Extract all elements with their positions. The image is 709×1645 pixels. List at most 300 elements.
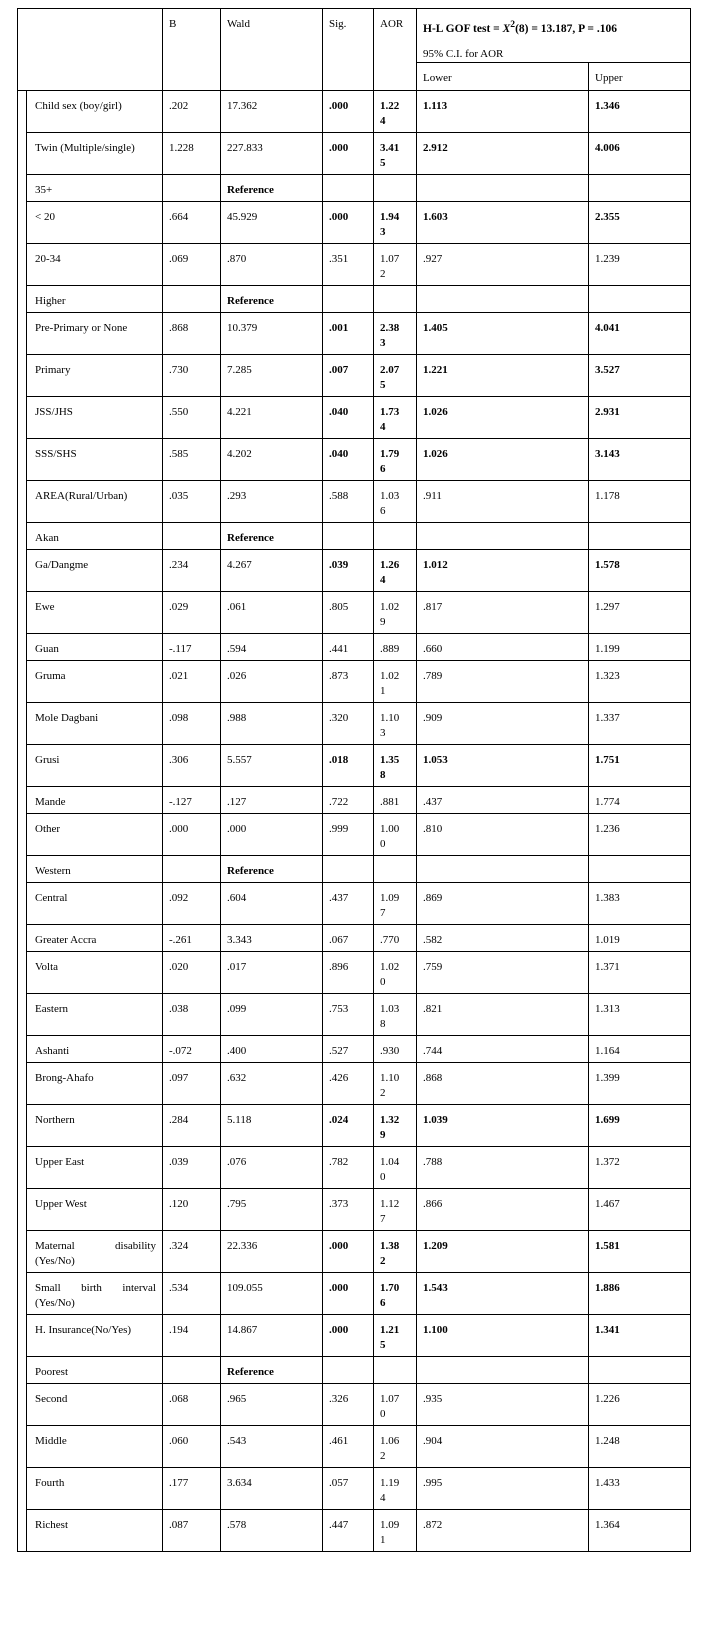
b-cell-text: -.117 <box>169 642 192 655</box>
aor-cell <box>374 90 417 132</box>
row-label-cell <box>27 243 163 285</box>
row-label-cell-text: Volta <box>35 960 59 973</box>
b-cell-text: .092 <box>169 891 189 904</box>
lower-cell <box>417 744 589 786</box>
aor-cell-text <box>374 286 416 294</box>
sig-cell-text: .373 <box>329 1197 349 1210</box>
sig-cell <box>323 1230 374 1272</box>
sig-cell-text: .588 <box>329 489 349 502</box>
wald-cell-text: .795 <box>227 1197 247 1210</box>
upper-cell-text: 4.041 <box>595 321 620 334</box>
header-blank-cell <box>18 9 163 91</box>
aor-cell <box>374 132 417 174</box>
b-cell-text: .097 <box>169 1071 189 1084</box>
row-label-cell-text: Grusi <box>35 753 60 766</box>
row-label-cell <box>27 354 163 396</box>
row-label-cell-text: Eastern <box>35 1002 68 1015</box>
sig-cell-text <box>323 175 373 183</box>
lower-cell <box>417 1509 589 1551</box>
col-header-lower: Lower <box>417 62 589 90</box>
b-cell-text: .087 <box>169 1518 189 1531</box>
b-cell <box>163 312 221 354</box>
lower-cell-text <box>417 1357 588 1365</box>
row-label-cell-text: Fourth <box>35 1476 65 1489</box>
lower-cell-text: 1.012 <box>423 558 448 571</box>
wald-cell <box>221 924 323 951</box>
row-label-cell-text: Small birth interval (Yes/No) <box>35 1281 156 1309</box>
table-row <box>18 1356 691 1383</box>
aor-cell-text: 2.07 5 <box>380 363 400 391</box>
upper-cell-text: 2.355 <box>595 210 620 223</box>
table-row <box>18 1104 691 1146</box>
lower-cell <box>417 1230 589 1272</box>
b-cell <box>163 1230 221 1272</box>
sig-cell <box>323 660 374 702</box>
row-label-cell-text: < 20 <box>35 210 55 223</box>
wald-cell <box>221 1467 323 1509</box>
sig-cell <box>323 1188 374 1230</box>
header-test-cell <box>417 9 691 63</box>
lower-cell-text: .582 <box>423 933 443 946</box>
row-label-cell <box>27 174 163 201</box>
lower-cell <box>417 312 589 354</box>
row-label-cell <box>27 132 163 174</box>
b-cell-text: -.261 <box>169 933 192 946</box>
lower-cell-text: 1.209 <box>423 1239 448 1252</box>
upper-cell-text: 1.578 <box>595 558 620 571</box>
wald-cell-text: .127 <box>227 795 247 808</box>
aor-cell <box>374 201 417 243</box>
lower-cell <box>417 1383 589 1425</box>
lower-cell <box>417 993 589 1035</box>
table-row <box>18 90 691 132</box>
wald-cell-text: .594 <box>227 642 247 655</box>
wald-cell-text: .000 <box>227 822 247 835</box>
aor-cell <box>374 1425 417 1467</box>
row-label-cell <box>27 549 163 591</box>
b-cell <box>163 201 221 243</box>
b-cell-text: .038 <box>169 1002 189 1015</box>
table-row <box>18 633 691 660</box>
b-cell-text: .039 <box>169 1155 189 1168</box>
row-label-cell <box>27 1188 163 1230</box>
sig-cell-text <box>323 856 373 864</box>
table-row <box>18 174 691 201</box>
upper-cell-text <box>589 286 690 294</box>
aor-cell <box>374 1272 417 1314</box>
wald-cell <box>221 1188 323 1230</box>
aor-cell <box>374 354 417 396</box>
wald-cell <box>221 1314 323 1356</box>
aor-cell <box>374 174 417 201</box>
aor-cell <box>374 1356 417 1383</box>
upper-cell <box>589 855 691 882</box>
sig-cell <box>323 1272 374 1314</box>
row-label-cell <box>27 1272 163 1314</box>
b-cell <box>163 855 221 882</box>
lower-cell-text: .660 <box>423 642 443 655</box>
col-header-wald: Wald <box>221 9 323 91</box>
lower-cell-text: .995 <box>423 1476 443 1489</box>
wald-cell-text: .604 <box>227 891 247 904</box>
b-cell <box>163 882 221 924</box>
sig-cell <box>323 243 374 285</box>
table-row <box>18 660 691 702</box>
wald-cell <box>221 480 323 522</box>
b-cell <box>163 993 221 1035</box>
wald-cell <box>221 1062 323 1104</box>
lower-cell-text: .759 <box>423 960 443 973</box>
table-row <box>18 1188 691 1230</box>
upper-cell <box>589 951 691 993</box>
upper-cell-text: 1.164 <box>595 1044 620 1057</box>
sig-cell <box>323 1467 374 1509</box>
sig-cell <box>323 312 374 354</box>
sig-cell <box>323 1425 374 1467</box>
b-cell <box>163 243 221 285</box>
aor-cell-text: 1.26 4 <box>380 558 400 586</box>
table-row <box>18 1062 691 1104</box>
aor-cell-text: 1.09 7 <box>380 891 400 919</box>
row-label-cell <box>27 1104 163 1146</box>
row-label-cell-text: Brong-Ahafo <box>35 1071 94 1084</box>
sig-cell-text <box>323 1357 373 1365</box>
wald-cell <box>221 882 323 924</box>
wald-cell <box>221 786 323 813</box>
lower-cell <box>417 1062 589 1104</box>
upper-cell <box>589 1104 691 1146</box>
lower-cell <box>417 882 589 924</box>
table-row <box>18 813 691 855</box>
sig-cell <box>323 1146 374 1188</box>
b-cell-text: .000 <box>169 822 189 835</box>
upper-cell-text: 1.383 <box>595 891 620 904</box>
upper-cell-text: 1.019 <box>595 933 620 946</box>
aor-cell-text: 1.10 2 <box>380 1071 400 1099</box>
wald-cell <box>221 132 323 174</box>
upper-cell <box>589 1062 691 1104</box>
upper-cell <box>589 1035 691 1062</box>
lower-cell <box>417 354 589 396</box>
b-cell <box>163 132 221 174</box>
wald-cell <box>221 1230 323 1272</box>
aor-cell-text: .930 <box>380 1044 400 1057</box>
aor-cell-text: 1.79 6 <box>380 447 400 475</box>
upper-cell-text: 1.699 <box>595 1113 620 1126</box>
row-label-cell <box>27 924 163 951</box>
upper-cell <box>589 660 691 702</box>
aor-cell <box>374 438 417 480</box>
aor-cell-text: 1.02 0 <box>380 960 400 988</box>
b-cell-text: .664 <box>169 210 189 223</box>
row-label-cell <box>27 660 163 702</box>
aor-cell <box>374 1314 417 1356</box>
row-label-cell-text: Second <box>35 1392 68 1405</box>
upper-cell-text <box>589 856 690 864</box>
upper-cell-text: 1.248 <box>595 1434 620 1447</box>
upper-cell-text: 1.341 <box>595 1323 620 1336</box>
row-label-cell-text: 35+ <box>35 183 53 196</box>
wald-cell <box>221 1356 323 1383</box>
wald-cell-text: 227.833 <box>227 141 263 154</box>
aor-cell <box>374 549 417 591</box>
upper-cell <box>589 1314 691 1356</box>
table-row <box>18 882 691 924</box>
wald-cell-text: .632 <box>227 1071 247 1084</box>
lower-cell <box>417 90 589 132</box>
row-label-cell <box>27 480 163 522</box>
upper-cell-text: 1.751 <box>595 753 620 766</box>
lower-cell <box>417 633 589 660</box>
b-cell <box>163 438 221 480</box>
b-cell <box>163 660 221 702</box>
b-cell-text <box>163 856 220 864</box>
b-cell <box>163 786 221 813</box>
row-label-cell <box>27 786 163 813</box>
b-cell-text: .534 <box>169 1281 189 1294</box>
row-label-cell-text: Gruma <box>35 669 66 682</box>
b-cell-text: .098 <box>169 711 189 724</box>
b-cell <box>163 354 221 396</box>
sig-cell-text: .320 <box>329 711 349 724</box>
wald-cell <box>221 354 323 396</box>
lower-cell-text: .935 <box>423 1392 443 1405</box>
sig-cell-text: .057 <box>329 1476 349 1489</box>
lower-cell <box>417 243 589 285</box>
wald-cell <box>221 1383 323 1425</box>
wald-cell-text: Reference <box>227 1365 274 1378</box>
lower-cell-text: .904 <box>423 1434 443 1447</box>
aor-cell <box>374 924 417 951</box>
table-row <box>18 522 691 549</box>
lower-cell <box>417 1425 589 1467</box>
sig-cell <box>323 1062 374 1104</box>
aor-cell-text: .881 <box>380 795 400 808</box>
sig-cell <box>323 201 374 243</box>
upper-cell-text: 1.467 <box>595 1197 620 1210</box>
aor-cell <box>374 882 417 924</box>
upper-cell-text: 1.364 <box>595 1518 620 1531</box>
wald-cell <box>221 243 323 285</box>
wald-cell <box>221 744 323 786</box>
row-label-cell <box>27 285 163 312</box>
upper-cell-text: 1.886 <box>595 1281 620 1294</box>
row-label-cell-text: Ga/Dangme <box>35 558 89 571</box>
upper-cell <box>589 480 691 522</box>
b-cell <box>163 522 221 549</box>
b-cell-text: .069 <box>169 252 189 265</box>
sig-cell-text: .000 <box>329 1239 349 1252</box>
row-label-cell-text: Child sex (boy/girl) <box>35 99 122 112</box>
wald-cell-text: .293 <box>227 489 247 502</box>
wald-cell <box>221 1104 323 1146</box>
lower-cell <box>417 522 589 549</box>
row-label-cell <box>27 813 163 855</box>
sig-cell <box>323 1356 374 1383</box>
wald-cell-text: .099 <box>227 1002 247 1015</box>
row-label-cell <box>27 438 163 480</box>
sig-cell-text: .437 <box>329 891 349 904</box>
col-header-upper: Upper <box>589 62 691 90</box>
aor-cell-text: 3.41 5 <box>380 141 400 169</box>
b-cell <box>163 1425 221 1467</box>
sig-cell-text: .001 <box>329 321 349 334</box>
col-header-sig: Sig. <box>323 9 374 91</box>
upper-cell <box>589 924 691 951</box>
b-cell <box>163 591 221 633</box>
row-label-cell-text: H. Insurance(No/Yes) <box>35 1323 132 1336</box>
b-cell <box>163 396 221 438</box>
lower-cell-text <box>417 523 588 531</box>
table-row <box>18 1272 691 1314</box>
wald-cell <box>221 312 323 354</box>
regression-table <box>17 8 691 1552</box>
lower-cell-text <box>417 175 588 183</box>
row-label-cell <box>27 90 163 132</box>
aor-cell-text: 1.09 1 <box>380 1518 400 1546</box>
table-row <box>18 1383 691 1425</box>
wald-cell-text: .543 <box>227 1434 247 1447</box>
aor-cell <box>374 951 417 993</box>
aor-cell <box>374 285 417 312</box>
lower-cell <box>417 813 589 855</box>
table-row <box>18 1230 691 1272</box>
wald-cell-text: 3.343 <box>227 933 252 946</box>
sig-cell <box>323 633 374 660</box>
lower-cell-text: 1.113 <box>423 99 448 112</box>
lower-cell <box>417 1467 589 1509</box>
wald-cell <box>221 438 323 480</box>
row-label-cell-text: Maternal disability (Yes/No) <box>35 1239 156 1267</box>
b-cell <box>163 1146 221 1188</box>
sig-cell-text: .782 <box>329 1155 349 1168</box>
b-cell-text: .284 <box>169 1113 189 1126</box>
b-cell-text: .234 <box>169 558 189 571</box>
wald-cell-text: Reference <box>227 294 274 307</box>
lower-cell <box>417 549 589 591</box>
b-cell-text: .324 <box>169 1239 189 1252</box>
b-cell <box>163 1062 221 1104</box>
wald-cell-text: 7.285 <box>227 363 252 376</box>
wald-cell-text: .061 <box>227 600 247 613</box>
row-label-cell <box>27 855 163 882</box>
col-header-b: B <box>163 9 221 91</box>
upper-cell-text: 1.337 <box>595 711 620 724</box>
sig-cell <box>323 813 374 855</box>
row-label-cell-text: Guan <box>35 642 59 655</box>
table-row <box>18 396 691 438</box>
upper-cell <box>589 90 691 132</box>
wald-cell-text: 10.379 <box>227 321 258 334</box>
wald-cell-text: 5.118 <box>227 1113 252 1126</box>
wald-cell-text: 5.557 <box>227 753 252 766</box>
lower-cell <box>417 1104 589 1146</box>
aor-cell-text: 1.19 4 <box>380 1476 400 1504</box>
table-row <box>18 132 691 174</box>
lower-cell-text: .927 <box>423 252 443 265</box>
wald-cell-text: .870 <box>227 252 247 265</box>
lower-cell <box>417 660 589 702</box>
aor-cell <box>374 1146 417 1188</box>
lower-cell-text: .817 <box>423 600 443 613</box>
lower-cell-text: .821 <box>423 1002 443 1015</box>
row-label-cell <box>27 1062 163 1104</box>
lower-cell <box>417 201 589 243</box>
sig-cell-text: .024 <box>329 1113 349 1126</box>
b-cell-text <box>163 175 220 183</box>
upper-cell <box>589 993 691 1035</box>
b-cell-text: .730 <box>169 363 189 376</box>
aor-cell-text <box>374 175 416 183</box>
aor-cell <box>374 1230 417 1272</box>
wald-cell-text: 22.336 <box>227 1239 258 1252</box>
upper-cell-text: 3.527 <box>595 363 620 376</box>
b-cell-text: -.127 <box>169 795 192 808</box>
aor-cell <box>374 1035 417 1062</box>
lower-cell <box>417 702 589 744</box>
aor-cell-text: 1.94 3 <box>380 210 400 238</box>
aor-cell <box>374 480 417 522</box>
b-cell <box>163 702 221 744</box>
sig-cell-text: .805 <box>329 600 349 613</box>
sig-cell-text: .426 <box>329 1071 349 1084</box>
upper-cell <box>589 882 691 924</box>
wald-cell <box>221 90 323 132</box>
upper-cell-text: 1.236 <box>595 822 620 835</box>
wald-cell <box>221 522 323 549</box>
sig-cell-text: .999 <box>329 822 349 835</box>
row-label-cell <box>27 591 163 633</box>
row-label-cell <box>27 1356 163 1383</box>
upper-cell <box>589 1425 691 1467</box>
lower-cell-text: .788 <box>423 1155 443 1168</box>
b-cell <box>163 1509 221 1551</box>
upper-cell <box>589 786 691 813</box>
row-label-cell-text: JSS/JHS <box>35 405 73 418</box>
upper-cell <box>589 702 691 744</box>
sig-cell-text: .326 <box>329 1392 349 1405</box>
upper-cell-text: 3.143 <box>595 447 620 460</box>
wald-cell-text: Reference <box>227 864 274 877</box>
b-cell-text: .194 <box>169 1323 189 1336</box>
upper-cell <box>589 549 691 591</box>
lower-cell <box>417 924 589 951</box>
sig-cell-text: .039 <box>329 558 349 571</box>
sig-cell <box>323 1104 374 1146</box>
aor-cell-text: 1.38 2 <box>380 1239 400 1267</box>
sig-cell-text: .753 <box>329 1002 349 1015</box>
sig-cell <box>323 702 374 744</box>
lower-cell-text: 1.100 <box>423 1323 448 1336</box>
sig-cell <box>323 549 374 591</box>
b-cell-text: .120 <box>169 1197 189 1210</box>
row-label-cell-text: SSS/SHS <box>35 447 77 460</box>
sig-cell-text: .351 <box>329 252 349 265</box>
table-row <box>18 354 691 396</box>
wald-cell-text: .965 <box>227 1392 247 1405</box>
upper-cell <box>589 1272 691 1314</box>
wald-cell <box>221 285 323 312</box>
lower-cell-text: .872 <box>423 1518 443 1531</box>
sig-cell <box>323 855 374 882</box>
wald-cell <box>221 702 323 744</box>
upper-cell-text: 1.199 <box>595 642 620 655</box>
upper-cell <box>589 1230 691 1272</box>
wald-cell <box>221 633 323 660</box>
sig-cell-text: .447 <box>329 1518 349 1531</box>
table-row <box>18 1314 691 1356</box>
lower-cell-text: 1.405 <box>423 321 448 334</box>
